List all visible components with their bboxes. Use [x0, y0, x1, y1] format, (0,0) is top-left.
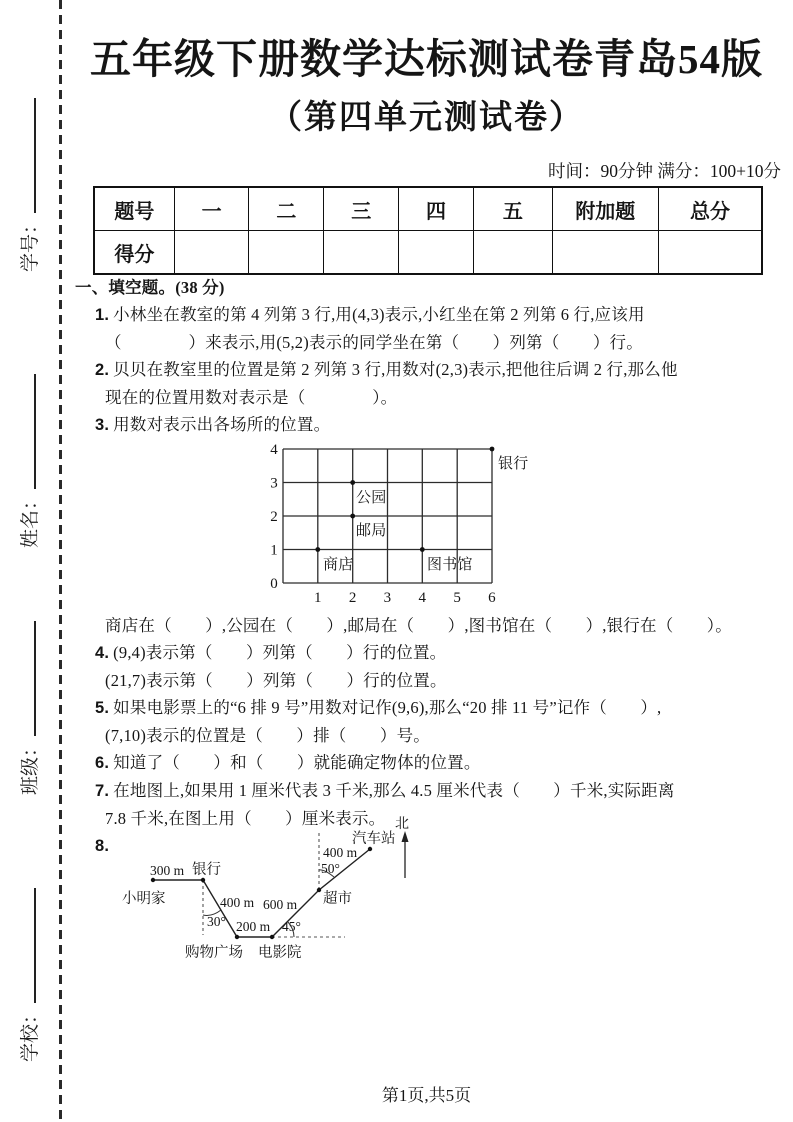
header-part-1: 一: [174, 187, 249, 231]
y-tick: 3: [270, 475, 278, 492]
y-tick: 4: [270, 442, 278, 458]
y-tick: 2: [270, 509, 278, 525]
header-bonus: 附加题: [552, 187, 658, 231]
score-table: [93, 186, 763, 275]
seal-dashed-line: [59, 0, 62, 1122]
question-8-number: 8.: [95, 837, 110, 855]
cinema-dot: [270, 935, 274, 939]
student-id-field: [15, 98, 42, 272]
question-1-line-2: （ ）来表示,用(5,2)表示的同学坐在第（ ）列第（ ）行。: [105, 333, 643, 352]
location-grid-svg: [260, 442, 550, 610]
library-dot: [420, 547, 425, 552]
shop-dot: [315, 547, 320, 552]
question-2-line-1: 2. 贝贝在教室里的位置是第 2 列第 3 行,用数对(2,3)表示,把他往后调 2 行,那么他: [95, 360, 678, 379]
class-field: [15, 621, 42, 795]
shop-label: 商店: [323, 557, 354, 573]
library-label: 图书馆: [427, 557, 473, 573]
route-distance-labels: [150, 845, 358, 934]
page-number: 第1页,共5页: [381, 1086, 472, 1105]
header-part-3: 三: [324, 187, 399, 231]
write-in-line: [15, 621, 36, 736]
question-7-line-2: 7.8 千米,在图上用（ ）厘米表示。: [105, 809, 386, 828]
post-office-label: 邮局: [356, 523, 387, 539]
write-in-line: [15, 888, 36, 1003]
question-7-number: 7.: [95, 782, 110, 800]
question-6-number: 6.: [95, 754, 110, 772]
student-id-label: 学号：: [20, 214, 41, 272]
angle-cinema: 45°: [282, 919, 301, 934]
park-dot: [350, 480, 355, 485]
class-label: 班级：: [20, 737, 41, 795]
score-table-score-row: [94, 231, 762, 275]
market-dot: [317, 888, 321, 892]
score-row-label: 得分: [94, 231, 174, 275]
header-part-5: 五: [473, 187, 552, 231]
name-label: 姓名：: [20, 490, 41, 548]
question-1-line-1: 1. 小林坐在教室的第 4 列第 3 行,用(4,3)表示,小红坐在第 2 列第 6 行,应该用: [95, 305, 645, 324]
write-in-line: [15, 374, 36, 489]
question-2-line-2: 现在的位置用数对表示是（ ）。: [105, 388, 398, 407]
section-heading: 一、填空题。(38 分): [75, 278, 225, 297]
page-title: 五年级下册数学达标测试卷青岛54版: [90, 36, 763, 82]
question-5-number: 5.: [95, 699, 110, 717]
score-cell: [658, 231, 762, 275]
question-4-line-2: (21,7)表示第（ ）列第（ ）行的位置。: [105, 671, 447, 690]
x-tick: 1: [313, 590, 322, 606]
header-part-4: 四: [399, 187, 474, 231]
x-tick: 6: [488, 590, 496, 606]
question-3-line-2: 商店在（ ）,公园在（ ）,邮局在（ ）,图书馆在（ ）,银行在（ ）。: [105, 616, 732, 635]
angle-market: 50°: [321, 861, 340, 876]
header-part-2: 二: [249, 187, 324, 231]
question-1-number: 1.: [95, 306, 110, 324]
distance-home-bank: 300 m: [150, 863, 185, 878]
score-cell: [174, 231, 249, 275]
cinema-label: 电影院: [258, 945, 302, 961]
station-dot: [368, 847, 372, 851]
grid-x-axis-ticks: [314, 590, 496, 606]
score-table-header-row: [94, 187, 762, 231]
page-subtitle: （第四单元测试卷）: [269, 100, 584, 136]
x-tick: 5: [453, 590, 462, 606]
distance-plaza-cinema: 200 m: [236, 919, 271, 934]
questions-section: [75, 274, 787, 860]
question-6-line-1: 6. 知道了（ ）和（ ）就能确定物体的位置。: [95, 753, 481, 772]
distance-cinema-market: 600 m: [263, 897, 298, 912]
school-label: 学校：: [20, 1004, 41, 1062]
plaza-label: 购物广场: [185, 945, 243, 961]
header-question-number: 题号: [94, 187, 174, 231]
home-label: 小明家: [122, 891, 166, 907]
distance-market-station: 400 m: [323, 845, 358, 860]
home-dot: [151, 878, 155, 882]
x-tick: 4: [418, 590, 427, 606]
header-total: 总分: [658, 187, 762, 231]
score-cell: [324, 231, 399, 275]
north-arrowhead-icon: [402, 831, 409, 842]
score-cell: [473, 231, 552, 275]
write-in-line: [15, 98, 36, 213]
bank-label: 银行: [192, 862, 221, 878]
location-grid-figure: [260, 442, 787, 610]
question-5-line-2: (7,10)表示的位置是（ ）排（ ）号。: [105, 726, 430, 745]
north-arrow: [395, 816, 409, 878]
grid-place-dots: [315, 447, 494, 552]
question-4-line-1: 4. (9,4)表示第（ ）列第（ ）行的位置。: [95, 643, 447, 662]
question-2-number: 2.: [95, 361, 110, 379]
market-label: 超市: [323, 891, 352, 907]
station-label: 汽车站: [352, 831, 396, 847]
distance-bank-plaza: 400 m: [220, 895, 255, 910]
question-7-line-1: 7. 在地图上,如果用 1 厘米代表 3 千米,那么 4.5 厘米代表（ ）千米,实际距离: [95, 781, 675, 800]
y-tick: 0: [270, 576, 278, 592]
bank-dot: [201, 878, 205, 882]
time-score-info: 时间：90分钟 满分：100+10分: [548, 161, 781, 181]
north-label: 北: [395, 817, 409, 832]
question-3-number: 3.: [95, 416, 110, 434]
angle-bank: 30°: [207, 914, 226, 929]
park-label: 公园: [356, 490, 387, 506]
name-field: [15, 374, 42, 548]
question-3-line-1: 3. 用数对表示出各场所的位置。: [95, 415, 331, 434]
question-4-number: 4.: [95, 644, 110, 662]
bank-dot: [490, 447, 495, 452]
plaza-dot: [235, 935, 239, 939]
post-office-dot: [350, 514, 355, 519]
score-cell: [552, 231, 658, 275]
question-5-line-1: 5. 如果电影票上的“6 排 9 号”用数对记作(9,6),那么“20 排 11 号”记作（ ）,: [95, 698, 662, 717]
route-map-figure: [95, 814, 435, 964]
school-field: [15, 888, 42, 1062]
bank-label: 银行: [498, 456, 529, 472]
x-tick: 3: [383, 590, 392, 606]
score-cell: [399, 231, 474, 275]
y-tick: 1: [270, 542, 278, 559]
score-cell: [249, 231, 324, 275]
grid-y-axis-ticks: [270, 442, 278, 592]
x-tick: 2: [348, 590, 357, 606]
